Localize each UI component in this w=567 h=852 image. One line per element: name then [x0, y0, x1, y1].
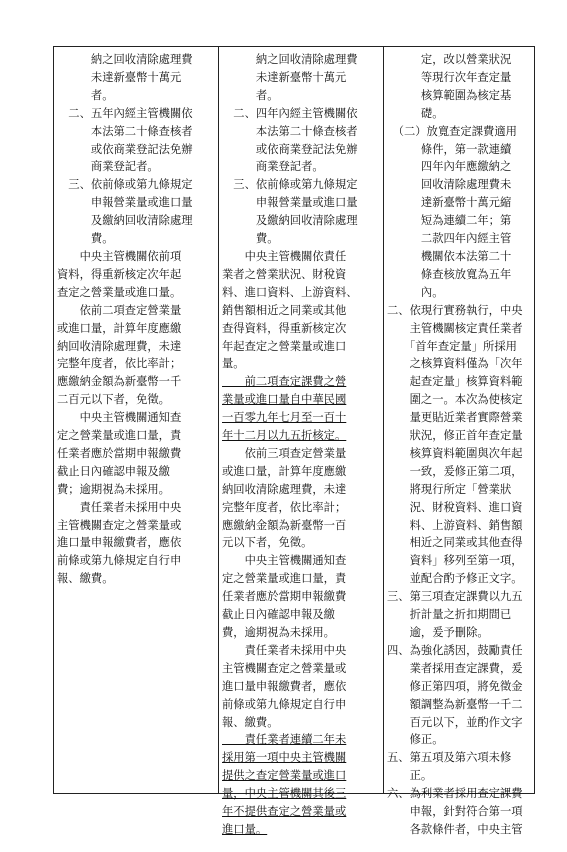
- line: 應繳納金額為新臺幣一千: [57, 375, 182, 389]
- line: 主管機關查定之營業量或: [222, 661, 347, 675]
- line: 銷售額相近之同業或其他: [222, 303, 347, 317]
- line: 前條或第九條規定自行申: [57, 554, 182, 568]
- line: 任業者應於當期申報繳費: [57, 446, 182, 460]
- line: 二百元以下者，免徵。: [57, 393, 170, 407]
- line: 中央主管機關通知查: [57, 411, 182, 425]
- line: 核算範圍為核定基: [387, 88, 512, 102]
- line: 及繳納回收清除處理: [57, 214, 193, 228]
- line: 條件，第一款連續: [387, 142, 512, 156]
- current-article-column: [219, 47, 384, 836]
- deleted-line: 一百零九年七月至一百十: [222, 411, 347, 425]
- line: 納之回收清除處理費: [222, 53, 358, 66]
- line: 依前二項查定營業量: [57, 303, 182, 317]
- line: 商業登記者。: [222, 160, 324, 174]
- line: 中央主管機關依責任: [222, 249, 347, 263]
- line: 二、四年內經主管機關依: [222, 106, 358, 120]
- line: 修正。: [387, 733, 444, 747]
- line: 截止日內確認申報及繳: [57, 464, 170, 478]
- line: 本法第二十條查核者: [222, 124, 358, 138]
- line: 費，逾期視為未採用。: [222, 626, 335, 639]
- line: 未達新臺幣十萬元: [222, 70, 347, 84]
- line: 查定之營業量或進口量。: [57, 285, 182, 299]
- line: 元以下者，免徵。: [222, 536, 313, 550]
- line: 機關依本法第二十: [387, 249, 512, 263]
- line: 短為連續二年；第: [387, 214, 512, 228]
- line: 截止日內確認申報及繳: [222, 608, 335, 622]
- line: 各款條件者，中央主管: [387, 822, 523, 836]
- deleted-line: 進口量。: [222, 822, 268, 836]
- line: 報、繳費。: [222, 715, 279, 729]
- line: 一致，爰修正第二項，: [387, 464, 523, 478]
- line: 將現行所定「營業狀: [387, 482, 512, 496]
- line: 折計量之折扣期間已: [387, 608, 512, 622]
- line: 資料，得重新核定次年起: [57, 267, 182, 281]
- line: 依前三項查定營業量: [222, 446, 347, 460]
- line: 責任業者未採用中央: [57, 500, 182, 514]
- comparison-table: [53, 46, 535, 836]
- line: （二）放寬查定課費適用: [387, 124, 517, 138]
- line: 申報營業量或進口量: [222, 196, 358, 210]
- deleted-line: 年不提供查定之營業量或: [222, 805, 347, 819]
- line: 業者採用查定課費，爰: [387, 661, 523, 675]
- line: 或進口量，計算年度應繳: [222, 464, 347, 478]
- line: 況、財稅資料、進口資: [387, 500, 523, 514]
- line: 三、第三項查定課費以九五: [387, 590, 523, 604]
- line: 之核算資料僅為「次年: [387, 357, 523, 371]
- line: 三、依前條或第九條規定: [222, 178, 358, 192]
- deleted-line: 量，中央主管機關其後三: [222, 787, 347, 801]
- line: 或進口量，計算年度應繳: [57, 321, 182, 335]
- line: 申報營業量或進口量: [57, 196, 193, 210]
- line: 內。: [387, 285, 444, 299]
- line: 二款四年內經主管: [387, 232, 512, 246]
- line: 納回收清除處理費，未達: [222, 482, 347, 496]
- line: 核算資料範圍與次年起: [387, 446, 523, 460]
- line: 商業登記者。: [57, 160, 159, 174]
- line: 二、五年內經主管機關依: [57, 106, 193, 120]
- line: 查得資料，得重新核定次: [222, 321, 347, 335]
- line: 條查核放寬為五年: [387, 267, 512, 281]
- line: 「首年查定量」所採用: [387, 339, 517, 353]
- line: 量。: [222, 357, 245, 371]
- line: 及繳納回收清除處理: [222, 214, 358, 228]
- line: 者。: [57, 88, 114, 102]
- line: 達新臺幣十萬元縮: [387, 196, 512, 210]
- line: 責任業者未採用中央: [222, 643, 347, 657]
- line: 百元以下，並酌作文字: [387, 715, 523, 729]
- line: 五、第五項及第六項未修: [387, 751, 512, 765]
- line: 修正第四項，將免徵金: [387, 679, 523, 693]
- line: 逾，爰予刪除。: [387, 626, 489, 639]
- line: 主管機關查定之營業量或: [57, 518, 182, 532]
- deleted-line: 前二項查定課費之營: [222, 375, 347, 389]
- line: 納之回收清除處理費: [57, 53, 193, 66]
- line: 費；逾期視為未採用。: [57, 482, 170, 496]
- line: 中央主管機關依前項: [57, 249, 182, 263]
- line: 額調整為新臺幣一千二: [387, 697, 523, 711]
- line: 主管機關核定責任業者: [387, 321, 523, 335]
- line: 費。: [57, 232, 114, 246]
- deleted-line: 採用第一項中央主管機關: [222, 751, 347, 765]
- line: 量更貼近業者實際營業: [387, 411, 523, 425]
- line: 相近之同業或其他查得: [387, 536, 523, 550]
- line: 未達新臺幣十萬元: [57, 70, 182, 84]
- line: 業者之營業狀況、財稅資: [222, 267, 347, 281]
- line: 進口量申報繳費者，應依: [222, 679, 347, 693]
- line: 正。: [387, 769, 433, 783]
- line: 四年內年應繳納之: [387, 160, 512, 174]
- line: 任業者應於當期申報繳費: [222, 590, 347, 604]
- line: 回收清除處理費未: [387, 178, 512, 192]
- line: 圍之一。本次為使核定: [387, 393, 523, 407]
- line: 者。: [222, 88, 279, 102]
- explanation-column: [384, 47, 536, 836]
- line: 或依商業登記法免辦: [222, 142, 358, 156]
- line: 等現行次年查定量: [387, 70, 512, 84]
- line: 料、上游資料、銷售額: [387, 518, 523, 532]
- line: 應繳納金額為新臺幣一百: [222, 518, 347, 532]
- line: 定，改以營業狀況: [387, 53, 512, 66]
- line: 費。: [222, 232, 279, 246]
- line: 完整年度者，依比率計；: [57, 357, 182, 371]
- line: 礎。: [387, 106, 444, 120]
- line: 中央主管機關通知查: [222, 554, 347, 568]
- line: 六、為利業者採用查定課費: [387, 787, 523, 801]
- line: 本法第二十條查核者: [57, 124, 193, 138]
- line: 定之營業量或進口量，責: [222, 572, 347, 586]
- deleted-line: 業量或進口量自中華民國: [222, 393, 347, 407]
- line: 或依商業登記法免辦: [57, 142, 193, 156]
- line: 前條或第九條規定自行申: [222, 697, 347, 711]
- line: 狀況，修正首年查定量: [387, 429, 523, 443]
- line: 定之營業量或進口量，責: [57, 429, 182, 443]
- line: 三、依前條或第九條規定: [57, 178, 193, 192]
- line: 申報，針對符合第一項: [387, 805, 523, 819]
- line: 二、依現行實務執行，中央: [387, 303, 523, 317]
- line: 資料」移列至第一項，: [387, 554, 523, 568]
- amended-article-column: [54, 47, 219, 793]
- line: 年起查定之營業量或進口: [222, 339, 347, 353]
- line: 起查定量」核算資料範: [387, 375, 523, 389]
- line: 納回收清除處理費，未達: [57, 339, 182, 353]
- line: 進口量申報繳費者，應依: [57, 536, 182, 550]
- line: 四、為強化誘因，鼓勵責任: [387, 643, 523, 657]
- deleted-line: 提供之查定營業量或進口: [222, 769, 347, 783]
- line: 並配合酌予修正文字。: [387, 572, 523, 586]
- line: 報、繳費。: [57, 572, 114, 586]
- deleted-line: 年十二月以九五折核定。: [222, 429, 347, 443]
- deleted-line: 責任業者連續二年未: [222, 733, 347, 747]
- line: 料、進口資料、上游資料、: [222, 285, 358, 299]
- line: 完整年度者，依比率計；: [222, 500, 347, 514]
